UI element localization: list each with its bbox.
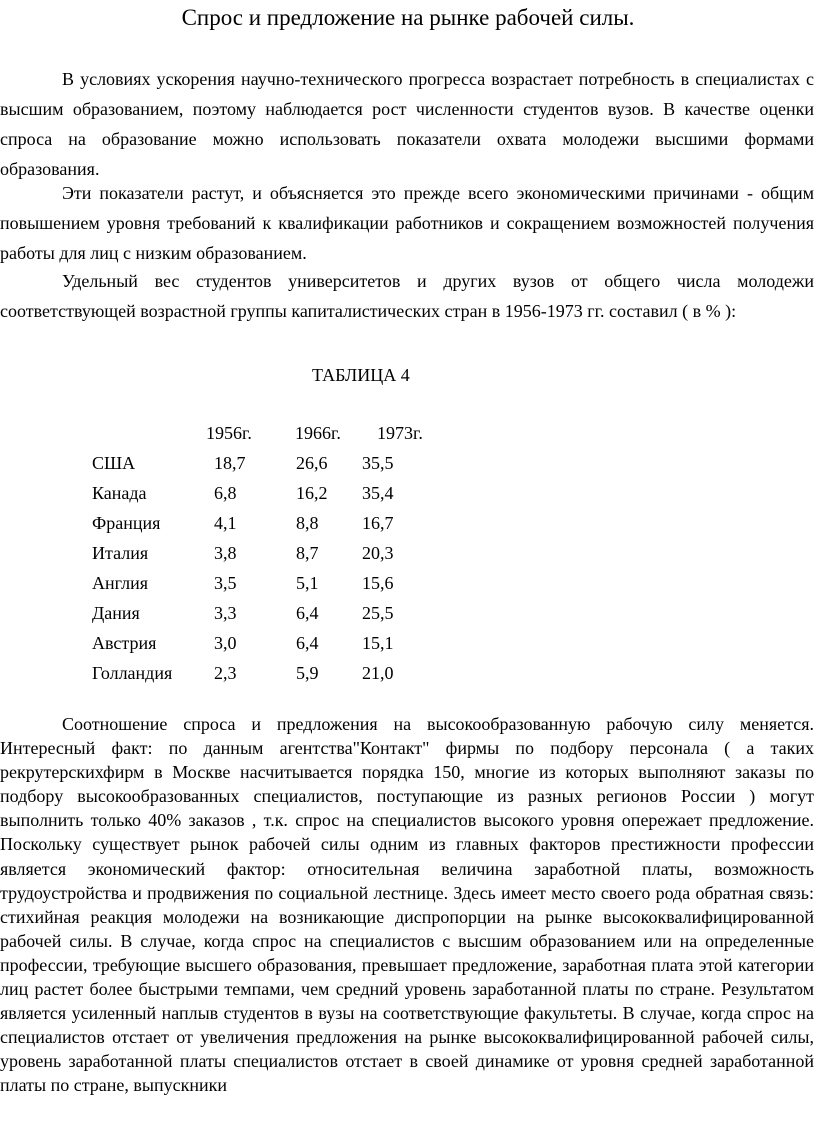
country-cell: Канада — [92, 483, 147, 503]
country-cell: Италия — [92, 543, 149, 563]
country-cell: Франция — [92, 513, 161, 533]
value-cell: 8,8 — [296, 513, 319, 533]
value-cell: 25,5 — [362, 603, 394, 623]
column-header: 1973г. — [377, 423, 423, 443]
value-cell: 16,7 — [362, 513, 394, 533]
value-cell: 15,6 — [362, 573, 394, 593]
value-cell: 6,4 — [296, 603, 319, 623]
value-cell: 16,2 — [296, 483, 328, 503]
value-cell: 6,4 — [296, 633, 319, 653]
column-header: 1966г. — [295, 423, 341, 443]
value-cell: 3,0 — [214, 633, 237, 653]
value-cell: 26,6 — [296, 453, 328, 473]
country-cell: Австрия — [92, 633, 157, 653]
paragraph-1: В условиях ускорения научно-технического прогресса возрастает потребность в специалистах с высшим образованием, поэтому наблюдается рост численности студентов вузов. В качестве оценки спроса на образование можно использовать показатели охвата молодежи высшими формами образования. — [0, 69, 814, 179]
value-cell: 3,5 — [214, 573, 237, 593]
value-cell: 18,7 — [214, 453, 246, 473]
value-cell: 6,8 — [214, 483, 237, 503]
value-cell: 8,7 — [296, 543, 319, 563]
value-cell: 2,3 — [214, 663, 237, 683]
country-cell: Англия — [92, 573, 148, 593]
closing-paragraph: Соотношение спроса и предложения на высокообразованную рабочую силу меняется. Интересный факт: по данным агентства"Контакт" фирмы по подбору персонала ( а таких рекрутерскихфирм в Москве насчитывается порядка 150, многие из которых выполняют заказы по подбору высокообразованных специалистов, поступающие из разных регионов России ) могут выполнить только 40% заказов , т.к. спрос на специалистов высокого уровня опережает предложение. Поскольку существует рынок рабочей силы одним из главных факторов престижности профессии является экономический фактор: относительная величина заработной платы, возможность трудоустройства и продвижения по социальной лестнице. Здесь имеет место своего рода обратная связь: стихийная реакция молодежи на возникающие диспропорции на рынке высококвалифицированной рабочей силы. В случае, когда спрос на специалистов с высшим образованием или на определенные профессии, требующие высшего образования, превышает предложение, заработная плата этой категории лиц растет более быстрыми темпами, чем средний уровень заработанной платы по стране. Результатом является усиленный наплыв студентов в вузы на соответствующие факультеты. В случае, когда спрос на специалистов отстает от увеличения предложения на рынке высококвалифицированной рабочей силы, уровень заработанной платы специалистов отстает в своей динамике от уровня средней заработанной платы по стране, выпускники — [0, 714, 814, 1096]
value-cell: 5,9 — [296, 663, 319, 683]
value-cell: 3,8 — [214, 543, 237, 563]
value-cell: 35,5 — [362, 453, 394, 473]
table-caption: ТАБЛИЦА 4 — [312, 365, 410, 385]
value-cell: 21,0 — [362, 663, 394, 683]
paragraph-3: Удельный вес студентов университетов и других вузов от общего числа молодежи соответствующей возрастной группы капиталистических стран в 1956-1973 гг. составил ( в % ): — [0, 271, 814, 321]
country-cell: Голландия — [92, 663, 173, 683]
country-cell: Дания — [92, 603, 140, 623]
value-cell: 4,1 — [214, 513, 237, 533]
country-cell: США — [92, 453, 136, 473]
column-header: 1956г. — [206, 423, 252, 443]
value-cell: 3,3 — [214, 603, 237, 623]
value-cell: 35,4 — [362, 483, 394, 503]
document-title: Спрос и предложение на рынке рабочей силы. — [181, 5, 635, 30]
value-cell: 20,3 — [362, 543, 394, 563]
value-cell: 5,1 — [296, 573, 319, 593]
value-cell: 15,1 — [362, 633, 394, 653]
paragraph-2: Эти показатели растут, и объясняется это прежде всего экономическими причинами - общим повышением уровня требований к квалификации работников и сокращением возможностей получения работы для лиц с низким образованием. — [0, 183, 814, 263]
